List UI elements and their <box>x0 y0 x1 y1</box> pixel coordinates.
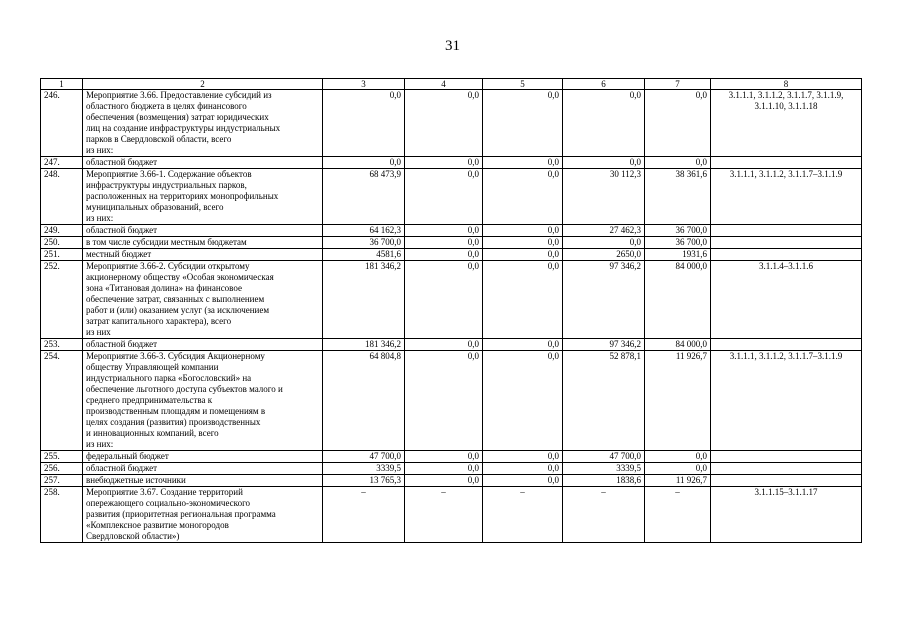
value-cell: 27 462,3 <box>563 225 645 237</box>
table-row <box>41 237 862 249</box>
description-line: парков в Свердловской области, всего <box>86 134 232 144</box>
value-cell: 0,0 <box>645 463 711 475</box>
table-row <box>41 90 862 157</box>
row-number: 252. <box>41 261 83 339</box>
row-number: 249. <box>41 225 83 237</box>
value-cell: 0,0 <box>563 237 645 249</box>
description-line: Мероприятие 3.66-1. Содержание объектов <box>86 169 252 179</box>
row-description <box>83 225 323 237</box>
value-cell: 0,0 <box>483 339 563 351</box>
table-body <box>41 79 862 543</box>
target-code-line: 3.1.1.1, 3.1.1.2, 3.1.1.7–3.1.1.9 <box>729 169 843 179</box>
description-line: Мероприятие 3.66. Предоставление субсидий из <box>86 90 272 100</box>
budget-table <box>40 78 862 543</box>
description-line: опережающего социально-экономического <box>86 498 251 508</box>
value-cell: 0,0 <box>645 157 711 169</box>
value-cell: 36 700,0 <box>323 237 405 249</box>
description-line: из них <box>86 327 111 337</box>
row-number: 255. <box>41 451 83 463</box>
value-cell: 0,0 <box>483 169 563 225</box>
target-codes <box>711 261 862 339</box>
value-cell: 0,0 <box>405 351 483 451</box>
value-cell: – <box>405 487 483 543</box>
row-number: 253. <box>41 339 83 351</box>
value-cell: 0,0 <box>483 157 563 169</box>
description-line: обеспечения (возмещения) затрат юридических <box>86 112 269 122</box>
column-header: 6 <box>563 79 645 90</box>
table-row <box>41 157 862 169</box>
value-cell: 0,0 <box>563 90 645 157</box>
description-line: среднего предпринимательства к <box>86 395 213 405</box>
table-row <box>41 487 862 543</box>
description-line: индустриального парка «Богословский» на <box>86 373 252 383</box>
column-header: 8 <box>711 79 862 90</box>
value-cell: – <box>563 487 645 543</box>
value-cell: 0,0 <box>405 249 483 261</box>
description-line: обеспечение затрат, связанных с выполнением <box>86 294 265 304</box>
description-line: расположенных на территориях монопрофильных <box>86 191 279 201</box>
row-number: 248. <box>41 169 83 225</box>
description-line: затрат капитального характера), всего <box>86 316 232 326</box>
value-cell: 0,0 <box>405 90 483 157</box>
value-cell: 97 346,2 <box>563 261 645 339</box>
description-line: областного бюджета в целях финансового <box>86 101 247 111</box>
row-description <box>83 475 323 487</box>
value-cell: 0,0 <box>483 90 563 157</box>
target-code-line: 3.1.1.4–3.1.1.6 <box>759 261 813 271</box>
table-row <box>41 463 862 475</box>
value-cell: 0,0 <box>645 90 711 157</box>
description-line: инфраструктуры индустриальных парков, <box>86 180 247 190</box>
target-codes <box>711 225 862 237</box>
row-description <box>83 249 323 261</box>
value-cell: 84 000,0 <box>645 339 711 351</box>
description-line: производственным площадям и помещениям в <box>86 406 266 416</box>
description-line: местный бюджет <box>86 249 152 259</box>
row-number: 246. <box>41 90 83 157</box>
value-cell: 0,0 <box>483 261 563 339</box>
table-row <box>41 451 862 463</box>
table-row <box>41 351 862 451</box>
column-header: 4 <box>405 79 483 90</box>
value-cell: 0,0 <box>323 157 405 169</box>
value-cell: 0,0 <box>405 169 483 225</box>
description-line: Мероприятие 3.67. Создание территорий <box>86 487 243 497</box>
description-line: в том числе субсидии местным бюджетам <box>86 237 247 247</box>
value-cell: 0,0 <box>405 475 483 487</box>
description-line: Мероприятие 3.66-3. Субсидия Акционерному <box>86 351 265 361</box>
value-cell: 47 700,0 <box>323 451 405 463</box>
value-cell: 0,0 <box>405 451 483 463</box>
target-codes <box>711 90 862 157</box>
row-description <box>83 157 323 169</box>
target-codes <box>711 249 862 261</box>
description-line: акционерному обществу «Особая экономическая <box>86 272 274 282</box>
row-number: 258. <box>41 487 83 543</box>
value-cell: 13 765,3 <box>323 475 405 487</box>
value-cell: 68 473,9 <box>323 169 405 225</box>
target-codes <box>711 463 862 475</box>
table-row <box>41 475 862 487</box>
value-cell: 0,0 <box>483 451 563 463</box>
target-codes <box>711 475 862 487</box>
value-cell: 0,0 <box>405 339 483 351</box>
value-cell: 11 926,7 <box>645 351 711 451</box>
row-description <box>83 90 323 157</box>
value-cell: 0,0 <box>483 463 563 475</box>
description-line: из них: <box>86 439 114 449</box>
row-number: 250. <box>41 237 83 249</box>
value-cell: 0,0 <box>483 249 563 261</box>
column-header: 1 <box>41 79 83 90</box>
table-row <box>41 261 862 339</box>
row-description <box>83 261 323 339</box>
target-codes <box>711 157 862 169</box>
value-cell: 181 346,2 <box>323 261 405 339</box>
description-line: обеспечение льготного доступа субъектов малого и <box>86 384 283 394</box>
value-cell: 0,0 <box>405 225 483 237</box>
description-line: «Комплексное развитие моногородов <box>86 520 229 530</box>
target-codes <box>711 237 862 249</box>
description-line: муниципальных образований, всего <box>86 202 224 212</box>
description-line: областной бюджет <box>86 463 158 473</box>
target-code-line: 3.1.1.15–3.1.1.17 <box>754 487 818 497</box>
row-number: 247. <box>41 157 83 169</box>
column-header: 7 <box>645 79 711 90</box>
value-cell: 1931,6 <box>645 249 711 261</box>
column-header: 5 <box>483 79 563 90</box>
row-number: 254. <box>41 351 83 451</box>
row-number: 251. <box>41 249 83 261</box>
description-line: Свердловской области») <box>86 531 180 541</box>
value-cell: 0,0 <box>483 225 563 237</box>
description-line: Мероприятие 3.66-2. Субсидии открытому <box>86 261 250 271</box>
value-cell: 1838,6 <box>563 475 645 487</box>
value-cell: 0,0 <box>405 157 483 169</box>
table-row <box>41 339 862 351</box>
description-line: лиц на создание инфраструктуры индустриальных <box>86 123 281 133</box>
table-row <box>41 169 862 225</box>
row-description <box>83 487 323 543</box>
value-cell: 0,0 <box>483 237 563 249</box>
column-header: 3 <box>323 79 405 90</box>
value-cell: 0,0 <box>563 157 645 169</box>
description-line: из них: <box>86 145 114 155</box>
description-line: областной бюджет <box>86 225 158 235</box>
value-cell: 11 926,7 <box>645 475 711 487</box>
value-cell: 97 346,2 <box>563 339 645 351</box>
target-codes <box>711 339 862 351</box>
description-line: областной бюджет <box>86 157 158 167</box>
value-cell: 2650,0 <box>563 249 645 261</box>
row-description <box>83 463 323 475</box>
value-cell: 30 112,3 <box>563 169 645 225</box>
value-cell: 3339,5 <box>323 463 405 475</box>
value-cell: 47 700,0 <box>563 451 645 463</box>
value-cell: 0,0 <box>405 463 483 475</box>
value-cell: 0,0 <box>323 90 405 157</box>
column-header: 2 <box>83 79 323 90</box>
value-cell: 181 346,2 <box>323 339 405 351</box>
row-number: 257. <box>41 475 83 487</box>
row-description <box>83 169 323 225</box>
description-line: федеральный бюджет <box>86 451 169 461</box>
target-codes <box>711 451 862 463</box>
description-line: областной бюджет <box>86 339 158 349</box>
value-cell: 84 000,0 <box>645 261 711 339</box>
value-cell: 64 804,8 <box>323 351 405 451</box>
value-cell: 4581,6 <box>323 249 405 261</box>
value-cell: 0,0 <box>405 261 483 339</box>
value-cell: – <box>645 487 711 543</box>
value-cell: 36 700,0 <box>645 225 711 237</box>
page-number: 31 <box>445 38 460 54</box>
value-cell: 52 878,1 <box>563 351 645 451</box>
description-line: работ и (или) оказанием услуг (за исключением <box>86 305 270 315</box>
description-line: внебюджетные источники <box>86 475 186 485</box>
value-cell: 64 162,3 <box>323 225 405 237</box>
row-description <box>83 339 323 351</box>
value-cell: 0,0 <box>483 475 563 487</box>
target-codes <box>711 169 862 225</box>
value-cell: 0,0 <box>645 451 711 463</box>
value-cell: – <box>483 487 563 543</box>
target-codes <box>711 487 862 543</box>
target-codes <box>711 351 862 451</box>
row-number: 256. <box>41 463 83 475</box>
value-cell: – <box>323 487 405 543</box>
row-description <box>83 351 323 451</box>
value-cell: 0,0 <box>405 237 483 249</box>
description-line: целях создания (развития) производственных <box>86 417 261 427</box>
table-row <box>41 249 862 261</box>
description-line: развития (приоритетная региональная программа <box>86 509 276 519</box>
description-line: и инновационных компаний, всего <box>86 428 219 438</box>
row-description <box>83 237 323 249</box>
target-code-line: 3.1.1.10, 3.1.1.18 <box>754 101 818 111</box>
target-code-line: 3.1.1.1, 3.1.1.2, 3.1.1.7–3.1.1.9 <box>729 351 843 361</box>
value-cell: 0,0 <box>483 351 563 451</box>
value-cell: 36 700,0 <box>645 237 711 249</box>
table-row <box>41 225 862 237</box>
value-cell: 38 361,6 <box>645 169 711 225</box>
row-description <box>83 451 323 463</box>
value-cell: 3339,5 <box>563 463 645 475</box>
description-line: из них: <box>86 213 114 223</box>
description-line: зона «Титановая долина» на финансовое <box>86 283 242 293</box>
table-header-row <box>41 79 862 90</box>
description-line: обществу Управляющей компании <box>86 362 219 372</box>
target-code-line: 3.1.1.1, 3.1.1.2, 3.1.1.7, 3.1.1.9, <box>728 90 844 100</box>
